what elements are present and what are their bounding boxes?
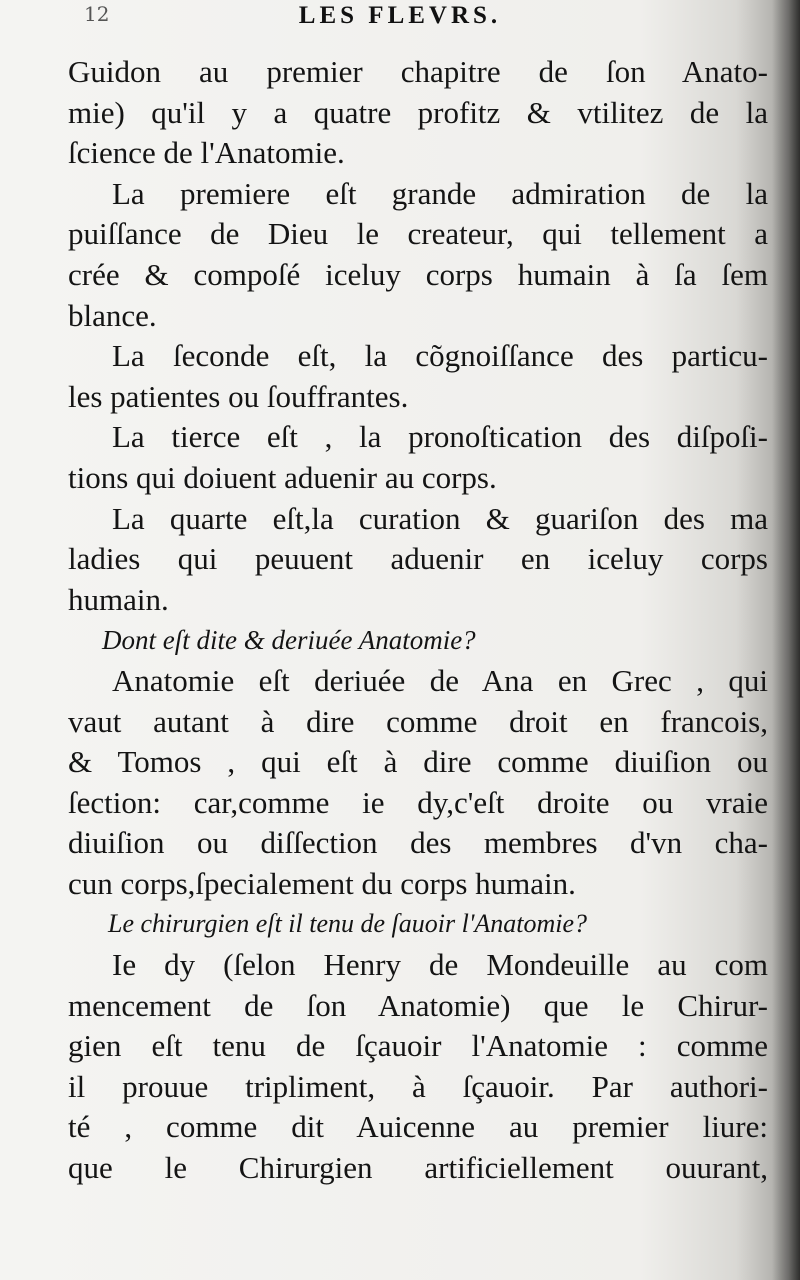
text-line: tions qui doiuent aduenir au corps. (68, 459, 497, 495)
text-line: & Tomos , qui eſt à dire comme diuiſion ou (68, 744, 768, 780)
text-line: té , comme dit Auicenne au premier liure: (68, 1109, 768, 1145)
text-line: Ie dy (ſelon Henry de Mondeuille au com (112, 947, 768, 983)
page-number: 12 (84, 2, 110, 26)
text-line: les patientes ou ſouffrantes. (68, 378, 409, 414)
text-line: cun corps,ſpecialement du corps humain. (68, 865, 576, 901)
text-line: Guidon au premier chapitre de ſon Anato- (68, 54, 768, 89)
text-line: diuiſion ou diſſection des membres d'vn cha- (68, 825, 768, 861)
text-line: gien eſt tenu de ſçauoir l'Anatomie : comme (68, 1028, 768, 1064)
text-line: puiſſance de Dieu le createur, qui tellement a (68, 216, 768, 252)
text-line: Anatomie eſt deriuée de Ana en Grec , qui (112, 662, 768, 698)
text-line: mencement de ſon Anatomie) que le Chirur- (68, 987, 768, 1023)
text-line: ladies qui peuuent aduenir en iceluy corps (68, 541, 768, 577)
text-line: La premiere eſt grande admiration de la (112, 175, 768, 211)
running-head: LES FLEVRS. (298, 2, 502, 29)
text-line: La ſeconde eſt, la cõgnoiſſance des particu- (112, 338, 768, 374)
page-text (68, 52, 768, 1189)
text-line: humain. (68, 581, 169, 617)
page-edge-shadow (772, 0, 800, 1280)
text-line: que le Chirurgien artificiellement ouurant, (68, 1150, 768, 1186)
text-line: La quarte eſt,la curation & guariſon des ma (112, 500, 768, 536)
text-line: vaut autant à dire comme droit en francois, (68, 703, 768, 739)
text-line: mie) qu'il y a quatre profitz & vtilitez de la (68, 94, 768, 130)
text-line: ſection: car,comme ie dy,c'eſt droite ou vraie (68, 784, 768, 820)
text-line: crée & compoſé iceluy corps humain à ſa ſem (68, 256, 768, 292)
text-line: il prouue tripliment, à ſçauoir. Par authori- (68, 1068, 768, 1104)
section-question: Le chirurgien eſt il tenu de ſauoir l'Anatomie? (108, 909, 588, 939)
text-line: La tierce eſt , la pronoſtication des diſpoſi- (112, 419, 768, 455)
text-line: ſcience de l'Anatomie. (68, 135, 345, 171)
section-question: Dont eſt dite & deriuée Anatomie? (102, 625, 476, 656)
text-line: blance. (68, 297, 157, 333)
